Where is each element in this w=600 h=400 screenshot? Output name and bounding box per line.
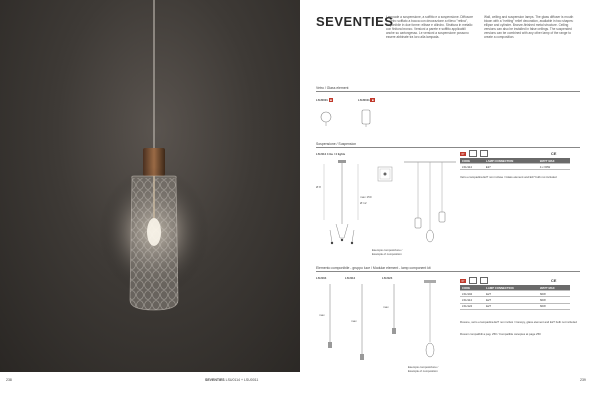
glass-code-1 [316,98,333,102]
comp-code-3: LSU124 [382,276,393,280]
spec-table-suspension [460,158,570,170]
table1-note: Vetro e lampadina E27 non incluse / Glass element and E27 bulb not included [460,175,557,179]
page-number-right: 239 [580,378,586,382]
cell: LSU114 [460,297,484,303]
dimmable-icon [480,150,488,157]
section-glass-title: Vetro / Glass element [316,86,349,90]
suspension-drawing [314,158,374,250]
section-suspension-title: Sospensione / Suspension [316,142,357,146]
cell: 4 x 60W [538,164,570,170]
divider [316,91,580,92]
table1-header-icons [460,150,556,157]
col-header: LAMP CONNECTION [484,285,538,291]
col-header: CODE [460,158,484,164]
ip-badge: IP [461,278,465,283]
pendant-lamp-illustration [0,0,300,372]
dim-d2: Ø 12 [360,201,367,205]
section-composition-title: Elemento componibile - gruppo luce / Modular element - lamp component kit [316,266,431,270]
glass-code-1-label: LSU0001 [316,98,328,102]
comp-code-2: LSU114 [345,276,356,280]
dim-h1: max 150 [360,195,372,199]
svg-text:max: max [383,305,389,309]
table-row [460,164,570,170]
col-header: CODE [460,285,484,291]
dimmable-icon [480,277,488,284]
dim-d1: Ø 8 [316,185,321,189]
lamp-icon [469,150,477,157]
col-header: LAMP CONNECTION [484,158,538,164]
footer-series-name: SEVENTIES [205,378,225,382]
product-photo [0,0,300,372]
lamp-icon [469,277,477,284]
cell: 60W [538,291,570,297]
cell: E27 [484,303,538,309]
glass-ellipse-icon [321,112,331,122]
component-drawings [316,282,416,372]
comp-code-1: LSU104 [316,276,327,280]
description-english: Wall, ceiling and suspension lamps. The glass diffuser is mouth blown with a "netting" relief decoration, available in two shapes: ellipse and cylinder. Bronze-finished metal structure. Ceiling versions can also be installed in false ceilings. The suspended versions can be combined with any other lamp of the range to create a composition. [484,15,574,39]
cell: 60W [538,303,570,309]
table2-note-2: Rosoni compatibili a pag. 250 / Compatible canopies at page 250 [460,332,541,336]
cell: E27 [484,164,538,170]
spec-table-components [460,285,570,310]
cell: LSU104 [460,291,484,297]
composition-note-kit: Esempio composizione / Example of composition [408,365,439,373]
table2-note-1: Rosone, vetro e lampadina E27 non inclusi / Canopy, glass element and E27 bulb not included [460,320,577,324]
divider [316,147,580,148]
glass-code-2-label: LSU0011 [358,98,370,102]
page-title: SEVENTIES [316,14,394,29]
new-tag: ■ [371,98,374,102]
svg-text:max: max [319,313,325,317]
cell: LSU124 [460,303,484,309]
pendant-cluster-drawing [400,160,460,250]
glass-icons [318,105,378,131]
page-number-left: 238 [6,378,12,382]
cell: 60W [538,297,570,303]
ce-mark-icon: CE [550,278,557,283]
new-tag: ■ [330,98,332,102]
cell: E27 [484,291,538,297]
divider [316,271,580,272]
footer-codes: LSU0114 + LSU0011 [225,378,259,382]
table-row [460,303,570,309]
footer-series [205,378,258,382]
ip-badge: IP [461,151,465,156]
glass-cylinder-icon [362,110,370,124]
col-header: WATT MAX [538,285,570,291]
col-header: WATT MAX [538,158,570,164]
composition-note-suspension: Esempio composizione / Example of composition [372,248,403,256]
description-italian: Lampade a sospensione, a soffitto e a sospensione. Diffusore in vetro soffiato a bocca con decorazione a rilievo "retina", disponibile in due forme: ellisse e cilindro. Struttura in metallo con finitura bronzo. Versioni a parete e soffitto applicabili anche su cartongesso. Le versioni a sospensione possono essere abbinate tra loro alla lampada. [386,15,474,39]
table2-header-icons [460,277,556,284]
svg-text:max: max [351,319,357,323]
example-composition-pendant [410,280,460,370]
suspension-code: LSU114 4 Gu / 4 lights [316,152,346,156]
cell: E27 [484,297,538,303]
ce-mark-icon: CE [550,151,557,156]
glass-code-2 [358,98,375,102]
cell: LSU114 [460,164,484,170]
